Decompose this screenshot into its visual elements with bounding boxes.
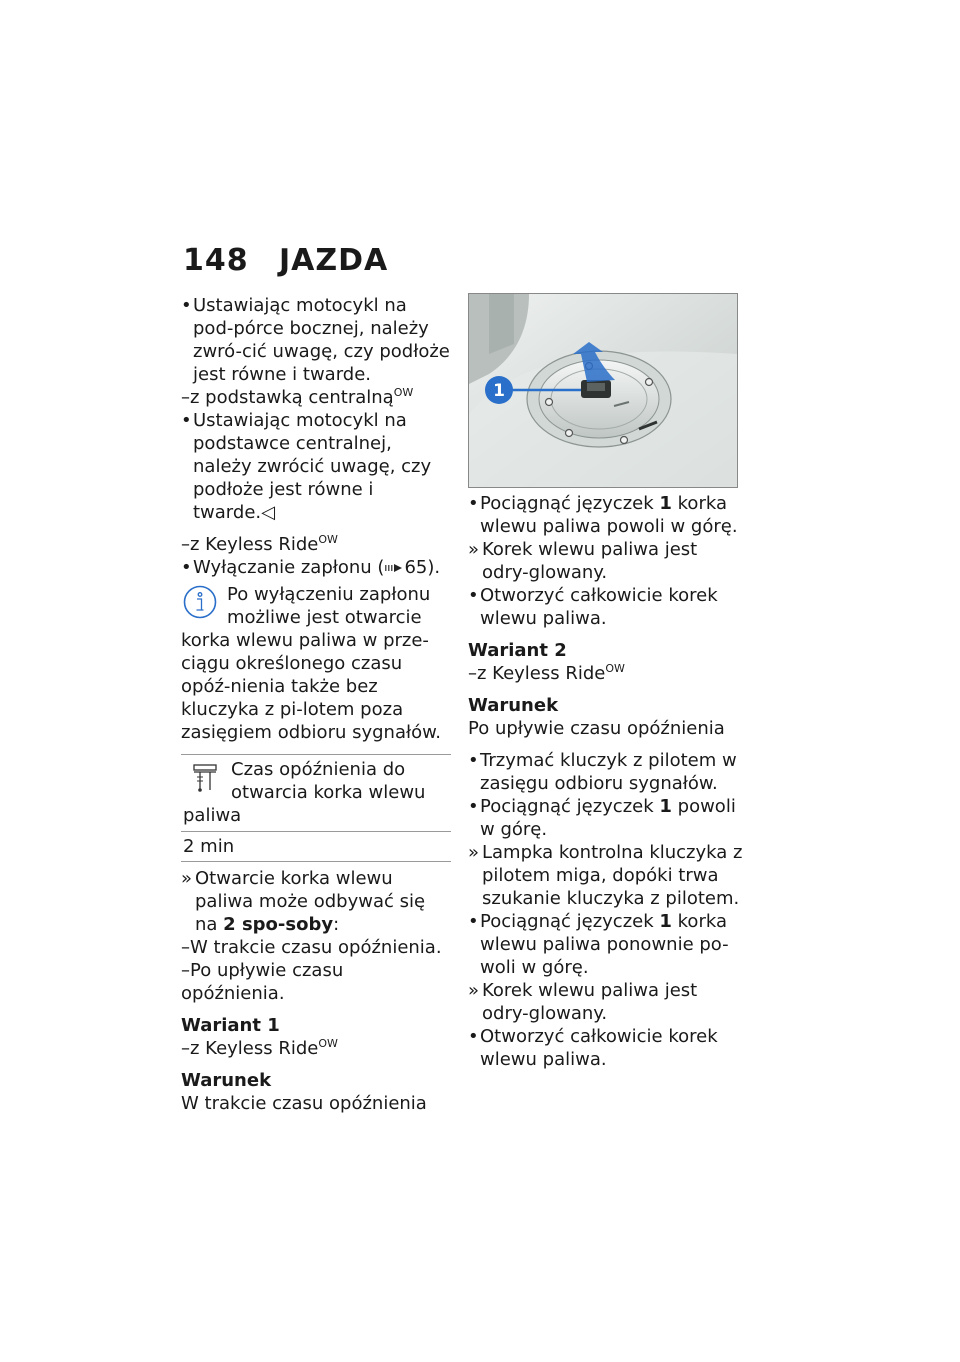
fuel-cap-illustration (468, 293, 738, 488)
list-item: • Ustawiając motocykl na pod-pórce bocznej, należy zwró-cić uwagę, czy podłoże jest równe i twarde. (181, 294, 451, 386)
condition-text: W trakcie czasu opóźnienia (181, 1093, 427, 1114)
spec-value: 2 min (183, 836, 235, 857)
list-item: • Otworzyć całkowicie korek wlewu paliwa. (468, 1025, 743, 1071)
callout-number: 1 (493, 381, 505, 401)
list-item: • Trzymać kluczyk z pilotem w zasięgu odbioru sygnałów. (468, 749, 743, 795)
right-column (468, 492, 743, 1071)
left-column (181, 294, 451, 1115)
condition-line: –W trakcie czasu opóźnienia. (181, 937, 442, 958)
info-text-first: Po wyłączeniu zapłonu możliwe jest otwarcie (227, 584, 431, 628)
condition-line: –Po upływie czasu opóźnienia. (181, 960, 344, 1004)
info-icon (183, 585, 217, 619)
info-note (181, 583, 451, 744)
list-item: • Wyłączanie zapłonu ( 65). (181, 556, 451, 579)
condition-line: –z Keyless Ride$^{OW}$ (181, 1037, 338, 1059)
end-mark: ◁ (261, 502, 275, 523)
measurement-icon (193, 763, 217, 793)
result-item: » Korek wlewu paliwa jest odry-glowany. (468, 538, 743, 584)
info-text-rest: korka wlewu paliwa w prze-ciągu określonego czasu opóź-nienia także bez kluczyka z pi-lotem poza zasięgiem odbioru sygnałów. (181, 630, 441, 743)
condition-heading: Warunek (468, 695, 559, 716)
condition-text: Po upływie czasu opóźnienia (468, 718, 725, 739)
spec-label: Czas opóźnienia do otwarcia korka wlewu paliwa (181, 755, 451, 832)
list-item: • Otworzyć całkowicie korek wlewu paliwa. (468, 584, 743, 630)
section-title: JAZDA (279, 243, 389, 278)
result-item: » Otwarcie korka wlewu paliwa może odbywać się na 2 spo-soby: (181, 867, 451, 936)
variant-heading: Wariant 1 (181, 1015, 280, 1036)
option-mark: OW (393, 386, 414, 399)
option-mark: OW (605, 662, 625, 675)
condition-heading: Warunek (181, 1070, 272, 1091)
option-mark: OW (318, 533, 338, 546)
list-item: • Ustawiając motocykl na podstawce centralnej, należy zwrócić uwagę, czy podłoże jest równe i twarde.◁ (181, 409, 451, 524)
page-reference-arrow-icon (384, 562, 404, 574)
result-item: » Lampka kontrolna kluczyka z pilotem miga, dopóki trwa szukanie kluczyka z pilotem. (468, 841, 743, 910)
variant-heading: Wariant 2 (468, 640, 567, 661)
condition-line: –z Keyless Ride$^{OW}$ (468, 662, 625, 684)
fuel-cap-drawing (469, 294, 737, 487)
condition-line: –z podstawką centralną$^{OW}$ (181, 386, 414, 408)
condition-line: –z Keyless Ride$^{OW}$ (181, 533, 338, 555)
option-mark: OW (318, 1037, 338, 1050)
spec-table (181, 754, 451, 862)
list-item: • Pociągnąć języczek 1 korka wlewu paliwa powoli w górę. (468, 492, 743, 538)
page-number: 148 (183, 243, 249, 278)
result-item: » Korek wlewu paliwa jest odry-glowany. (468, 979, 743, 1025)
list-item: • Pociągnąć języczek 1 korka wlewu paliwa ponownie po-woli w górę. (468, 910, 743, 979)
list-item: • Pociągnąć języczek 1 powoli w górę. (468, 795, 743, 841)
page-header (183, 243, 388, 278)
